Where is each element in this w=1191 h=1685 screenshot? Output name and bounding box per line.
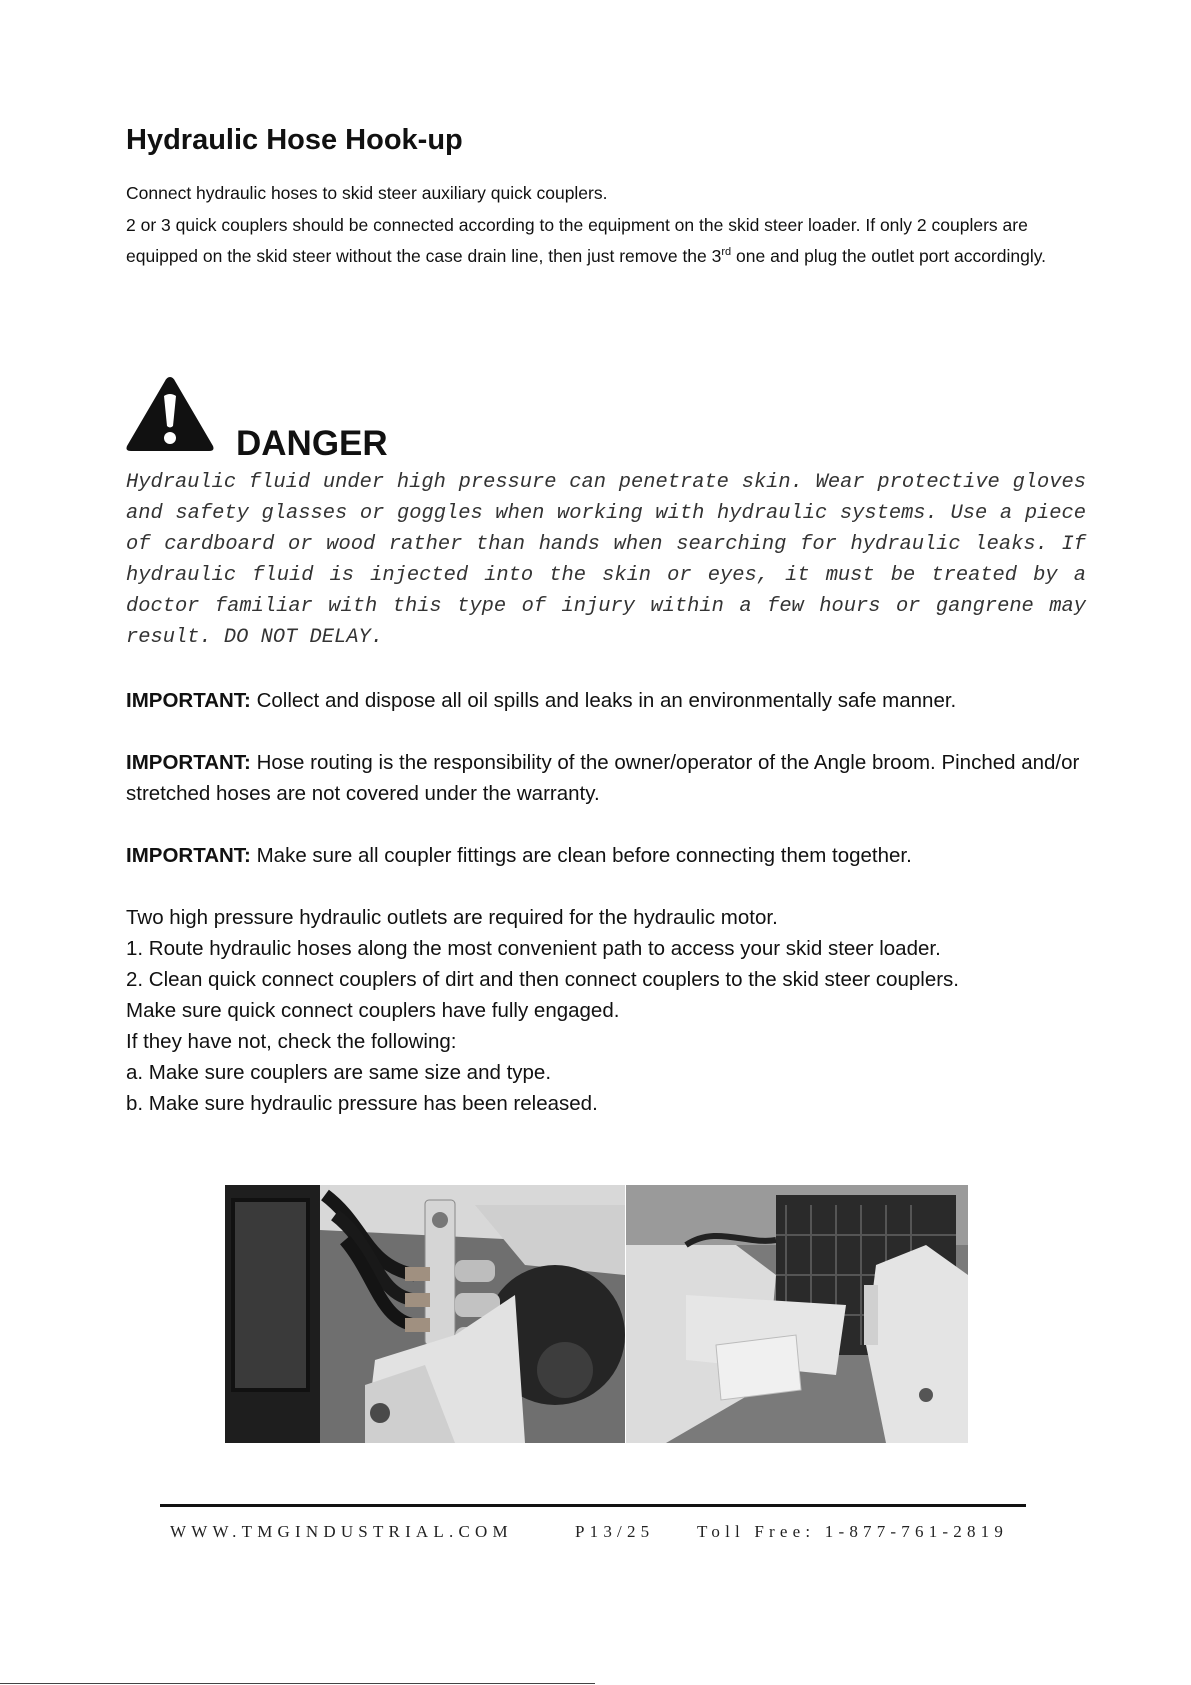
coupler-closeup-photo: [225, 1185, 625, 1443]
danger-warning-text: Hydraulic fluid under high pressure can penetrate skin. Wear protective gloves and safety glasses or goggles when working with hydraulic systems. Use a piece of cardboard or wood rather than hands when searching for hydraulic leaks. If hydraulic fluid is injected into the skin or eyes, it must be treated by a doctor familiar with this type of injury within a few hours or gangrene may result. DO NOT DELAY.: [126, 471, 1086, 649]
instruction-line: 2. Clean quick connect couplers of dirt and then connect couplers to the skid steer couplers.: [126, 968, 960, 991]
important-note-3: IMPORTANT: Make sure all coupler fittings are clean before connecting them together.: [126, 844, 912, 867]
important-note-1: IMPORTANT: Collect and dispose all oil spills and leaks in an environmentally safe manner.: [126, 689, 957, 712]
page-bottom-line: [0, 1683, 595, 1684]
instruction-line: Make sure quick connect couplers have fully engaged.: [126, 999, 620, 1022]
intro-text: [126, 178, 1086, 273]
instruction-line: a. Make sure couplers are same size and type.: [126, 1061, 552, 1084]
instruction-line: 1. Route hydraulic hoses along the most convenient path to access your skid steer loader.: [126, 937, 941, 960]
danger-title: DANGER: [236, 424, 388, 463]
instruction-line: b. Make sure hydraulic pressure has been released.: [126, 1092, 598, 1115]
instruction-line: If they have not, check the following:: [126, 1030, 457, 1053]
intro-line-1: Connect hydraulic hoses to skid steer auxiliary quick couplers.: [126, 183, 608, 203]
attached-broom-photo: [626, 1185, 968, 1443]
footer-phone: Toll Free: 1-877-761-2819: [697, 1522, 1009, 1541]
instruction-line: Two high pressure hydraulic outlets are required for the hydraulic motor.: [126, 906, 778, 929]
notes-section: [126, 685, 1091, 1119]
warning-triangle-icon: [124, 374, 216, 454]
intro-line-2: 2 or 3 quick couplers should be connected according to the equipment on the skid steer loader. If only 2 couplers are equipped on the skid steer without the case drain line, then just remove the 3rd one and plug the outlet port accordingly.: [126, 214, 1047, 266]
page-title: Hydraulic Hose Hook-up: [126, 124, 463, 156]
footer-page-number: P13/25: [575, 1522, 655, 1541]
footer-website: WWW.TMGINDUSTRIAL.COM: [170, 1522, 513, 1541]
important-note-2: IMPORTANT: Hose routing is the responsibility of the owner/operator of the Angle broom. Pinched and/or stretched hoses are not covered under the warranty.: [126, 751, 1080, 805]
footer-rule: [160, 1504, 1026, 1507]
